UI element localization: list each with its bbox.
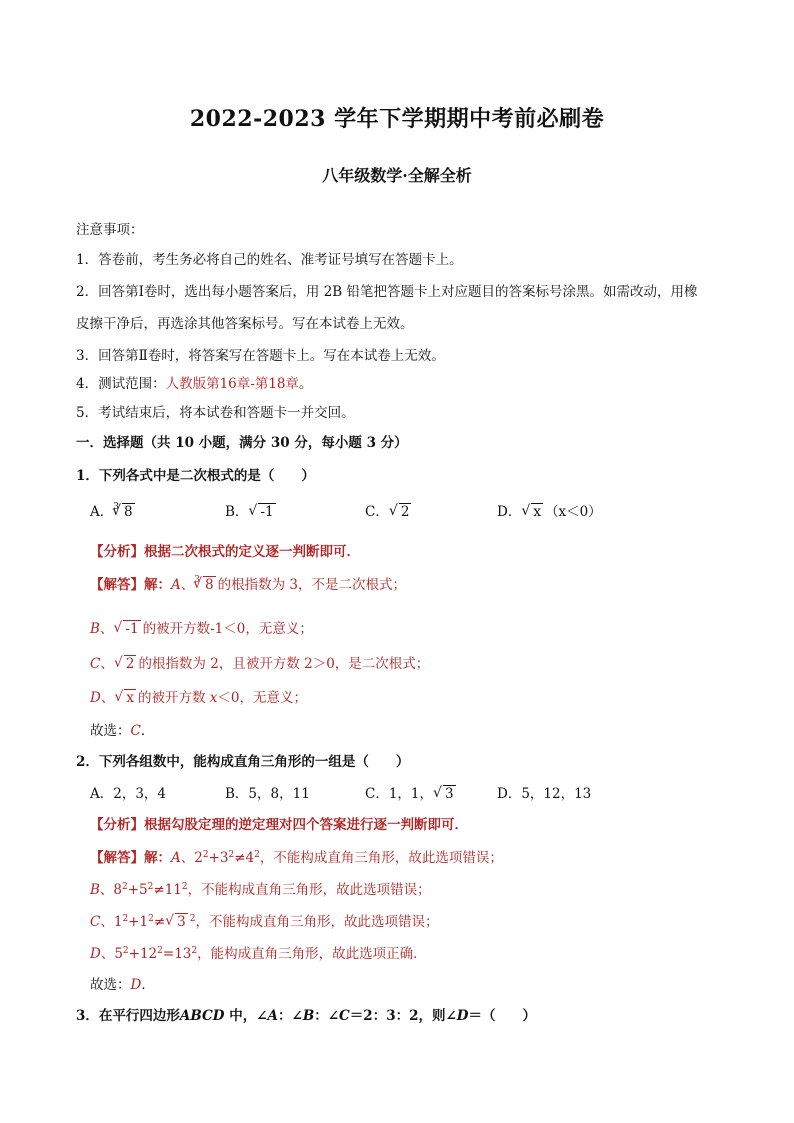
option-letter: C bbox=[90, 656, 101, 672]
choice-suffix: ． bbox=[141, 977, 155, 993]
answer-prefix: 【解答】解： bbox=[90, 850, 171, 866]
q2-option-d: D．5，12，13 bbox=[497, 786, 592, 802]
exponent: 2 bbox=[122, 946, 129, 956]
notes-heading: 注意事项： bbox=[76, 222, 144, 238]
option-letter: B bbox=[90, 621, 100, 637]
q1-option-c-label: C． bbox=[365, 504, 389, 520]
question-3-stem bbox=[76, 1004, 536, 1024]
note-4-prefix: 4．测试范围： bbox=[76, 376, 166, 392]
answer-text: 的根指数为 3，不是二次根式； bbox=[217, 577, 406, 593]
radicand: 8 bbox=[204, 577, 214, 593]
separator: 、 bbox=[99, 621, 114, 637]
exponent: 2 bbox=[202, 850, 209, 860]
q1-answer-c bbox=[90, 652, 429, 672]
test-range: 人教版第16章-第18章 bbox=[165, 376, 300, 392]
exponent: 2 bbox=[147, 882, 154, 892]
stem-text: ＝（ ） bbox=[468, 1008, 537, 1024]
choice-suffix: ． bbox=[140, 723, 155, 739]
exponent: 2 bbox=[228, 850, 235, 860]
question-1-stem: 1．下列各式中是二次根式的是（ ） bbox=[76, 468, 315, 484]
radical bbox=[114, 656, 137, 672]
answer-text: ，不能构成直角三角形，故此选项错误； bbox=[187, 882, 431, 898]
q2-analysis: 【分析】根据勾股定理的逆定理对四个答案进行逐一判断即可． bbox=[90, 817, 468, 833]
q2-option-a: A．2，3，4 bbox=[90, 786, 167, 802]
expr: +12 bbox=[128, 946, 158, 962]
radical bbox=[113, 621, 140, 637]
expr: +1 bbox=[128, 914, 149, 930]
choice-letter: D bbox=[130, 977, 142, 993]
expr: 、2 bbox=[180, 850, 203, 866]
radical bbox=[433, 786, 456, 802]
choice-letter: C bbox=[130, 723, 141, 739]
exponent: 2 bbox=[122, 914, 129, 924]
choice-prefix: 故选： bbox=[90, 977, 131, 993]
separator: 、 bbox=[100, 690, 115, 706]
q1-option-a bbox=[90, 500, 137, 520]
question-2-stem: 2．下列各组数中，能构成直角三角形的一组是（ ） bbox=[76, 754, 410, 770]
q1-option-d-condition: （x＜0） bbox=[544, 504, 602, 520]
option-letter: D bbox=[90, 690, 101, 706]
angle-label: D bbox=[456, 1008, 469, 1024]
q2-answer-c bbox=[90, 910, 438, 930]
q1-option-d-label: D． bbox=[497, 504, 522, 520]
note-3: 3．回答第Ⅱ卷时，将答案写在答题卡上。写在本试卷上无效。 bbox=[76, 348, 445, 364]
radical bbox=[114, 690, 136, 706]
answer-text: ，能构成直角三角形，故此选项正确． bbox=[197, 946, 427, 962]
q1-option-b-label: B． bbox=[225, 504, 249, 520]
radicand: 8 bbox=[123, 504, 133, 520]
note-2-line-2: 皮擦干净后，再选涂其他答案标号。写在本试卷上无效。 bbox=[76, 316, 414, 332]
option-letter: A bbox=[171, 577, 181, 593]
expr: 、8 bbox=[99, 882, 123, 898]
variable-x: x bbox=[209, 690, 218, 706]
answer-text: 的根指数为 2，且被开方数 2＞0，是二次根式； bbox=[138, 656, 430, 672]
radical bbox=[193, 577, 216, 593]
expr: 、1 bbox=[100, 914, 123, 930]
q1-option-c bbox=[365, 500, 413, 520]
answer-text: ＜0，无意义； bbox=[217, 690, 307, 706]
radical bbox=[521, 504, 543, 520]
stem-text: ＝2：3：2，则∠ bbox=[349, 1008, 457, 1024]
q2-answer-b bbox=[90, 878, 431, 898]
expr: 、5 bbox=[100, 946, 123, 962]
q2-choice bbox=[90, 973, 155, 993]
option-letter: A bbox=[171, 850, 181, 866]
exponent: 2 bbox=[122, 882, 128, 892]
option-letter: D bbox=[90, 946, 101, 962]
expr: ≠4 bbox=[234, 850, 255, 866]
answer-prefix: 【解答】解： bbox=[90, 577, 171, 593]
angle-label: C bbox=[339, 1008, 350, 1024]
radicand: x bbox=[126, 690, 134, 706]
separator: 、 bbox=[100, 656, 114, 672]
q1-choice bbox=[90, 719, 154, 739]
expr: ≠ bbox=[153, 914, 166, 930]
radicand: 3 bbox=[445, 786, 454, 802]
q2-answer-a bbox=[90, 846, 503, 866]
q1-answer-a bbox=[90, 573, 406, 593]
option-letter: C bbox=[90, 914, 101, 930]
stem-text: ：∠ bbox=[278, 1008, 303, 1024]
q2-option-c bbox=[365, 782, 458, 802]
choice-prefix: 故选： bbox=[90, 723, 131, 739]
q1-option-b bbox=[225, 500, 278, 520]
q2-option-b: B．5，8，11 bbox=[225, 786, 310, 802]
exponent: 2 bbox=[148, 914, 154, 924]
expr: +5 bbox=[127, 882, 148, 898]
exponent: 2 bbox=[254, 850, 260, 860]
exponent: 2 bbox=[157, 946, 163, 956]
page-title: 2022-2023 学年下学期期中考前必刷卷 bbox=[189, 106, 605, 132]
angle-label: A bbox=[267, 1008, 278, 1024]
radicand: 2 bbox=[400, 504, 410, 520]
q1-analysis: 【分析】根据二次根式的定义逐一判断即可． bbox=[90, 544, 360, 560]
radical bbox=[165, 914, 188, 930]
note-1: 1．答卷前，考生务必将自己的姓名、准考证号填写在答题卡上。 bbox=[76, 252, 463, 268]
answer-text: 的被开方数-1＜0，无意义； bbox=[142, 621, 313, 637]
root-index: 3 bbox=[194, 575, 200, 585]
radicand: x bbox=[533, 504, 541, 520]
radicand: -1 bbox=[260, 504, 274, 520]
q1-answer-b bbox=[90, 617, 313, 637]
stem-text: 3．在平行四边形 bbox=[76, 1008, 180, 1024]
answer-text: ，不能构成直角三角形，故此选项错误； bbox=[259, 850, 503, 866]
expr: ≠11 bbox=[153, 882, 182, 898]
stem-text: ：∠ bbox=[314, 1008, 340, 1024]
radical bbox=[112, 504, 135, 520]
note-2-line-1: 2．回答第Ⅰ卷时，选出每小题答案后，用 2B 铅笔把答题卡上对应题目的答案标号涂黑。如需改动，用橡 bbox=[76, 284, 698, 300]
answer-text: ，不能构成直角三角形，故此选项错误； bbox=[195, 914, 439, 930]
note-5: 5．考试结束后，将本试卷和答题卡一并交回。 bbox=[76, 405, 355, 421]
note-4 bbox=[76, 372, 313, 392]
q1-option-a-label: A． bbox=[90, 504, 114, 520]
q1-option-a-index: 3 bbox=[113, 502, 119, 512]
expr: +3 bbox=[208, 850, 229, 866]
radicand: 3 bbox=[177, 914, 186, 930]
section-heading: 一．选择题（共 10 小题，满分 30 分，每小题 3 分） bbox=[76, 435, 408, 451]
q2-answer-d bbox=[90, 942, 427, 962]
page-subtitle: 八年级数学·全解全析 bbox=[322, 166, 472, 185]
q1-option-d bbox=[497, 500, 602, 520]
q2-option-c-text: C．1，1， bbox=[365, 786, 434, 802]
angle-label: B bbox=[302, 1008, 315, 1024]
separator: 、 bbox=[180, 577, 195, 593]
exponent: 2 bbox=[189, 914, 196, 924]
expr: =13 bbox=[162, 946, 192, 962]
radical bbox=[248, 504, 275, 520]
answer-text: 的被开方数 bbox=[137, 690, 210, 706]
exponent: 2 bbox=[181, 882, 188, 892]
stem-text: 中，∠ bbox=[224, 1008, 268, 1024]
note-4-suffix: 。 bbox=[299, 376, 313, 392]
q1-answer-d bbox=[90, 686, 307, 706]
figure-name: ABCD bbox=[179, 1008, 225, 1024]
radicand: -1 bbox=[125, 621, 139, 637]
exponent: 2 bbox=[191, 946, 198, 956]
option-letter: B bbox=[90, 882, 100, 898]
radical bbox=[389, 504, 412, 520]
radicand: 2 bbox=[125, 656, 135, 672]
